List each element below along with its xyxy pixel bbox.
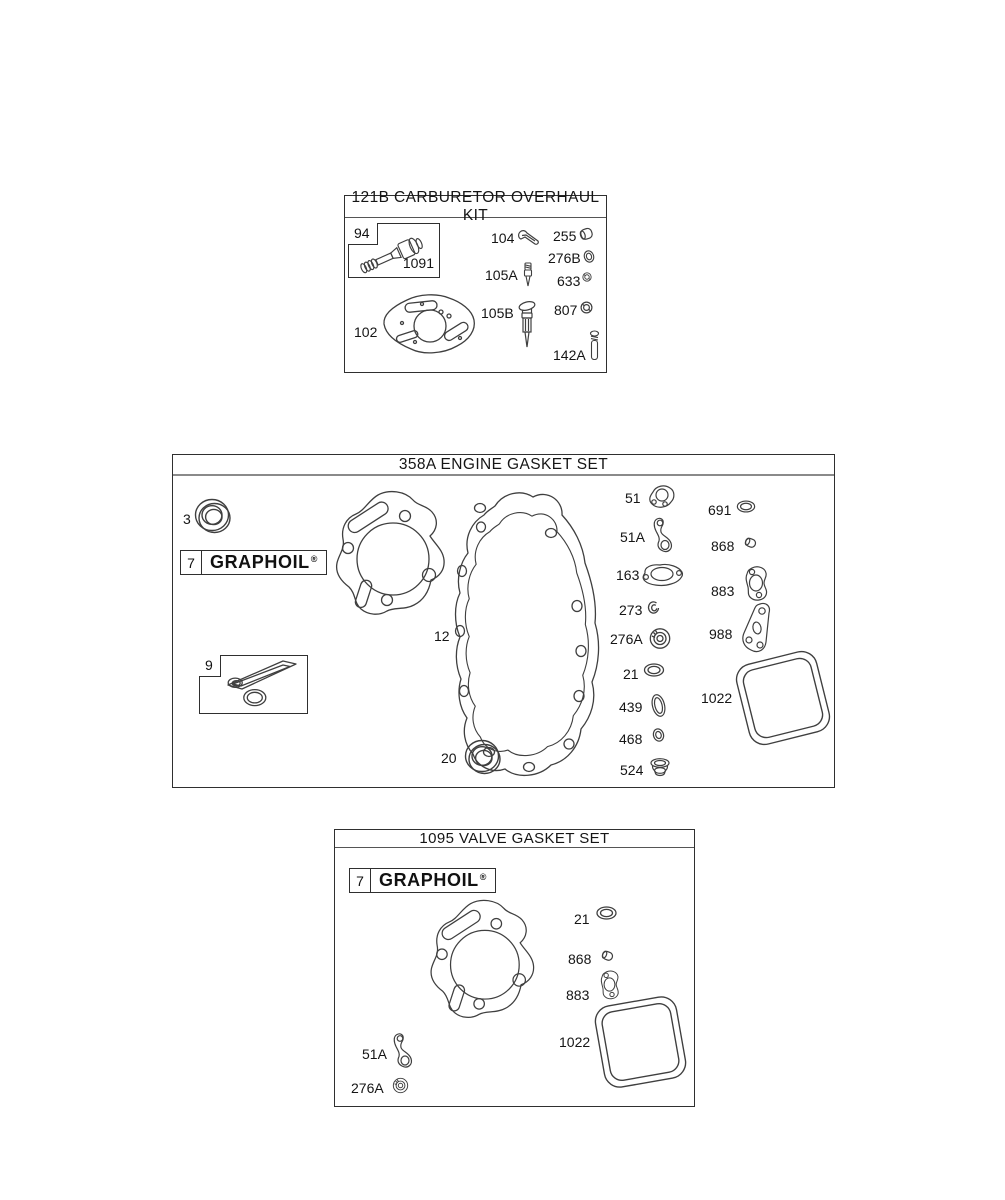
subassembly-9-box: [199, 655, 308, 714]
engine-part-439-label: 439: [619, 699, 643, 715]
valve-gasket-set-title: 1095 VALVE GASKET SET: [335, 830, 694, 848]
engine-part-1022-label: 1022: [701, 690, 733, 706]
engine-part-276A-label: 276A: [610, 631, 643, 647]
part-807-label: 807: [554, 302, 578, 318]
subassembly-94-box: [348, 223, 440, 278]
washer-807-icon: [580, 301, 593, 314]
retainer-ring-273-icon: [648, 601, 660, 615]
plug-868-icon: [743, 536, 759, 550]
washer-633-icon: [582, 272, 592, 282]
bracket-gasket-51A-icon: [648, 517, 674, 553]
engine-part-691-label: 691: [708, 502, 732, 518]
o-ring-468-icon: [652, 727, 665, 743]
engine-part-163-label: 163: [616, 567, 640, 583]
plug-868-icon: [600, 949, 616, 963]
oil-seal-3-icon: [193, 496, 233, 536]
engine-part-51A-label: 51A: [620, 529, 645, 545]
cup-plug-icon: [578, 226, 595, 242]
valve-part-868-label: 868: [568, 951, 592, 967]
subassembly-9-number: 9: [199, 655, 221, 677]
o-ring-439-icon: [651, 693, 666, 718]
o-ring-21-icon: [643, 663, 665, 677]
part-276B-label: 276B: [548, 250, 581, 266]
engine-graphoil-brand: GRAPHOIL: [209, 552, 310, 572]
engine-part-51-label: 51: [625, 490, 641, 506]
valve-gasket-set-box: [334, 829, 695, 1107]
cylinder-head-gasket-icon: [423, 897, 541, 1021]
o-ring-691-icon: [736, 500, 756, 513]
part-142A-label: 142A: [553, 347, 586, 363]
valve-part-883-label: 883: [566, 987, 590, 1003]
valve-part-21-label: 21: [574, 911, 590, 927]
engine-part-468-label: 468: [619, 731, 643, 747]
exhaust-gasket-883-icon: [597, 968, 622, 1001]
engine-gasket-set-title: 358A ENGINE GASKET SET: [173, 455, 834, 476]
valve-part-276A-label: 276A: [351, 1080, 384, 1096]
engine-graphoil-reg: ®: [310, 553, 319, 564]
o-ring-276B-icon: [583, 249, 595, 264]
part-633-label: 633: [557, 273, 581, 289]
subassembly-94-number: 94: [348, 223, 378, 245]
engine-part-21-label: 21: [623, 666, 639, 682]
valve-cover-gasket-1022-icon: [729, 644, 836, 753]
engine-part-524-label: 524: [620, 762, 644, 778]
part-104-label: 104: [491, 230, 515, 246]
carburetor-overhaul-kit-box: [344, 188, 607, 373]
engine-part-20-label: 20: [441, 750, 457, 766]
gasket-strip-icon: [516, 227, 540, 249]
cylinder-head-gasket-icon: [331, 488, 449, 618]
grommet-276A-icon: [649, 627, 671, 650]
valve-graphoil-number: 7: [350, 869, 371, 892]
engine-graphoil-number: 7: [181, 551, 202, 574]
grommet-524-icon: [649, 757, 671, 777]
grommet-276A-icon: [392, 1077, 409, 1094]
bowl-screw-icon: [588, 330, 601, 362]
plate-gasket-988-icon: [739, 602, 772, 654]
carb-mount-gasket-51-icon: [646, 483, 676, 511]
part-105A-label: 105A: [485, 267, 518, 283]
part-105B-label: 105B: [481, 305, 514, 321]
breather-gasket-icon: [225, 659, 301, 709]
engine-part-12-label: 12: [434, 628, 450, 644]
carburetor-kit-title: 121B CARBURETOR OVERHAUL KIT: [345, 196, 606, 218]
oil-seal-20-icon: [463, 735, 503, 779]
engine-part-868-label: 868: [711, 538, 735, 554]
part-1091-label: 1091: [402, 255, 434, 271]
engine-part-883-label: 883: [711, 583, 735, 599]
valve-part-51A-label: 51A: [362, 1046, 387, 1062]
o-ring-21-icon: [595, 906, 618, 920]
engine-graphoil-box: [180, 550, 327, 575]
needle-large-icon: [517, 301, 537, 349]
intake-gasket-163-icon: [638, 562, 686, 587]
valve-cover-gasket-1022-icon: [589, 991, 692, 1093]
needle-small-icon: [521, 262, 535, 288]
engine-part-273-label: 273: [619, 602, 643, 618]
valve-part-1022-label: 1022: [559, 1034, 591, 1050]
carburetor-body-gasket-icon: [379, 291, 479, 357]
part-102-label: 102: [354, 324, 378, 340]
engine-part-988-label: 988: [709, 626, 733, 642]
engine-gasket-set-box: [172, 454, 835, 788]
valve-graphoil-box: [349, 868, 496, 893]
valve-graphoil-reg: ®: [479, 871, 488, 882]
part-255-label: 255: [553, 228, 577, 244]
valve-graphoil-brand: GRAPHOIL: [378, 870, 479, 890]
bracket-gasket-51A-icon: [388, 1032, 414, 1069]
engine-part-3-label: 3: [183, 511, 191, 527]
exhaust-gasket-883-icon: [741, 565, 771, 601]
